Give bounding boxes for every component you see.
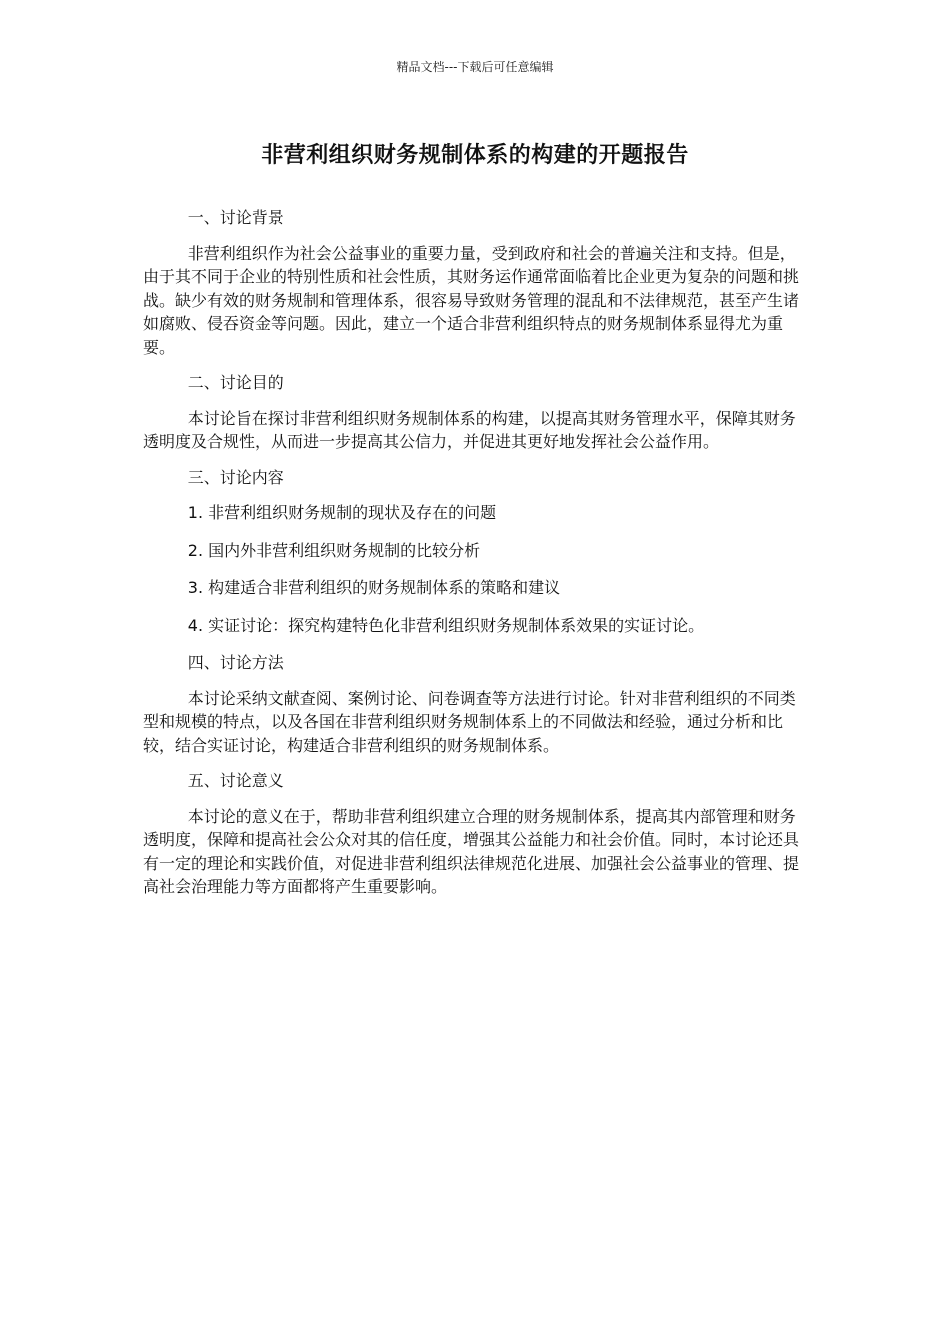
content-item-1: 1. 非营利组织财务规制的现状及存在的问题 (187, 503, 497, 522)
content-item-4: 4. 实证讨论：探究构建特色化非营利组织财务规制体系效果的实证讨论。 (187, 615, 705, 635)
section-heading-significance: 五、讨论意义 (187, 771, 284, 790)
paragraph-purpose: 本讨论旨在探讨非营利组织财务规制体系的构建，以提高其财务管理水平，保障其财务透明度及合规性，从而进一步提高其公信力，并促进其更好地发挥社会公益作用。 (143, 408, 796, 451)
section-heading-method: 四、讨论方法 (187, 653, 284, 672)
content-item-2: 2. 国内外非营利组织财务规制的比较分析 (187, 540, 481, 560)
header-note: 精品文档---下载后可任意编辑 (396, 60, 554, 74)
content-item-3: 3. 构建适合非营利组织的财务规制体系的策略和建议 (187, 578, 561, 597)
paragraph-background: 非营利组织作为社会公益事业的重要力量，受到政府和社会的普遍关注和支持。但是，由于其不同于企业的特别性质和社会性质，其财务运作通常面临着比企业更为复杂的问题和挑战。缺少有效的财务规制和管理体系，很容易导致财务管理的混乱和不法律规范，甚至产生诸如腐败、侵吞资金等问题。因此，建立一个适合非营利组织特点的财务规制体系显得尤为重要。 (143, 243, 800, 357)
paragraph-method: 本讨论采纳文献查阅、案例讨论、问卷调查等方法进行讨论。针对非营利组织的不同类型和规模的特点，以及各国在非营利组织财务规制体系上的不同做法和经验，通过分析和比较，结合实证讨论，构建适合非营利组织的财务规制体系。 (143, 688, 796, 755)
paragraph-significance: 本讨论的意义在于，帮助非营利组织建立合理的财务规制体系，提高其内部管理和财务透明度，保障和提高社会公众对其的信任度，增强其公益能力和社会价值。同时，本讨论还具有一定的理论和实践价值，对促进非营利组织法律规范化进展、加强社会公益事业的管理、提高社会治理能力等方面都将产生重要影响。 (143, 806, 800, 896)
section-heading-purpose: 二、讨论目的 (187, 373, 284, 392)
section-heading-content: 三、讨论内容 (187, 467, 284, 487)
section-heading-background: 一、讨论背景 (187, 208, 284, 227)
document-body (143, 206, 805, 911)
document-title: 非营利组织财务规制体系的构建的开题报告 (261, 143, 689, 168)
